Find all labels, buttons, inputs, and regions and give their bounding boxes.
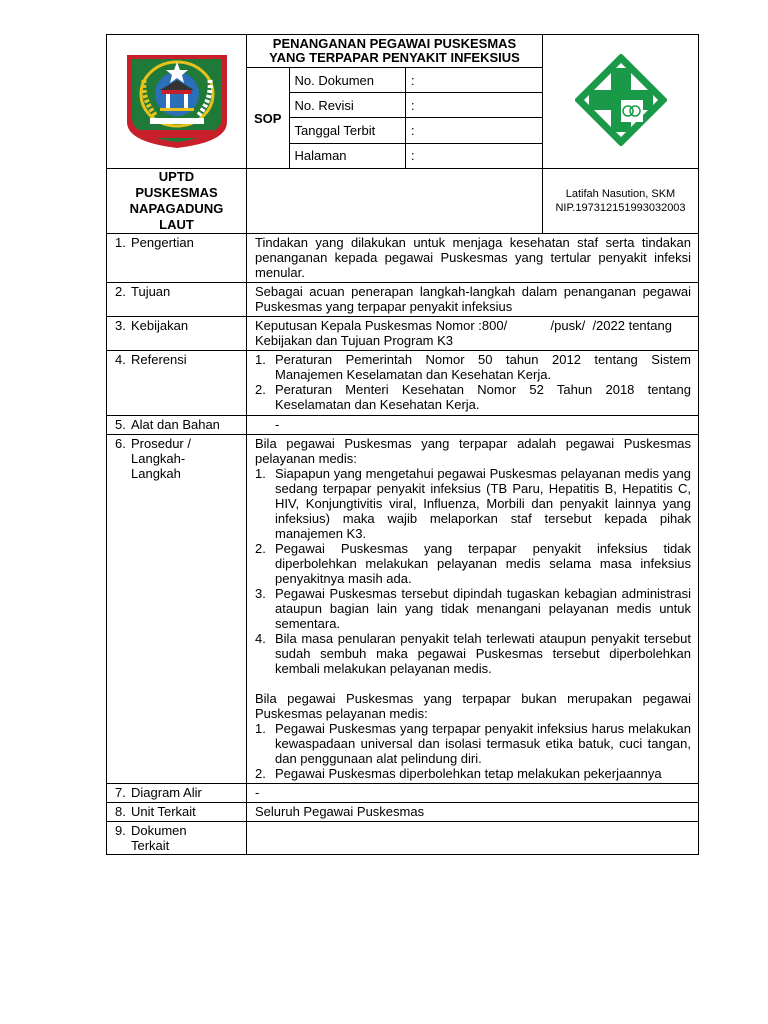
list-item: 4. Bila masa penularan penyakit telah terlewati ataupun penyakit tersebut sudah sembuh maka pegawai Puskesmas tersebut diperbolehkan kembali melakukan pelayanan medis. xyxy=(255,631,691,676)
section-label xyxy=(107,784,247,803)
meta-label: Tanggal Terbit xyxy=(290,118,406,143)
list-item: 3. Pegawai Puskesmas tersebut dipindah tugaskan kebagian administrasi ataupun bagian lain yang tidak menangani pelayanan medis untuk sementara. xyxy=(255,586,691,631)
list-item: 1. Pegawai Puskesmas yang terpapar penyakit infeksius harus melakukan kewaspadaan universal dan isolasi termasuk etika batuk, cuci tangan, dan penggunaan alat pelindung diri. xyxy=(255,721,691,766)
meta-row xyxy=(290,93,543,118)
section-number: 6. xyxy=(115,436,126,451)
org-line: PUSKESMAS xyxy=(135,185,218,200)
document-title xyxy=(247,35,542,68)
section-text: Keputusan Kepala Puskesmas Nomor :800/ /pusk/ /2022 tentang Kebijakan dan Tujuan Program K3 xyxy=(255,318,676,348)
section-number: 2. xyxy=(115,284,126,299)
section-row xyxy=(107,416,699,435)
section-title xyxy=(131,436,191,481)
section-title: Referensi xyxy=(131,352,187,367)
section-text: - xyxy=(255,785,260,800)
list-item: 2. Peraturan Menteri Kesehatan Nomor 52 Tahun 2018 tentang Keselamatan dan Kesehatan Kerja. xyxy=(255,382,691,412)
section-text: Sebagai acuan penerapan langkah-langkah dalam penanganan pegawai Puskesmas yang terpapar penyakit infeksius xyxy=(255,284,691,314)
org-name xyxy=(107,169,247,234)
list-item-text: Peraturan Pemerintah Nomor 50 tahun 2012 tentang Sistem Manajemen Keselamatan dan Kesehatan Kerja. xyxy=(275,352,691,382)
blank-cell xyxy=(247,169,543,234)
title-line-1: PENANGANAN PEGAWAI PUSKESMAS xyxy=(272,36,517,51)
section-label xyxy=(107,317,247,351)
section-number: 8. xyxy=(115,804,126,819)
section-title: Alat dan Bahan xyxy=(131,417,220,432)
list-item: 1. Peraturan Pemerintah Nomor 50 tahun 2012 tentang Sistem Manajemen Keselamatan dan Kesehatan Kerja. xyxy=(255,352,691,382)
section-label xyxy=(107,435,247,784)
list-item: 1. Siapapun yang mengetahui pegawai Puskesmas pelayanan medis yang sedang terpapar penyakit infeksius (TB Paru, Hepatitis B, Hepatitis C, HIV, Konjungtivitis viral, Influenza, Morbili dan penyakit lainnya yang infeksius) maka wajib melaporkan staf tersebut kepada pihak manajemen K3. xyxy=(255,466,691,541)
section-text: - xyxy=(275,417,280,432)
puskesmas-cross-logo-icon xyxy=(575,54,667,146)
section-number: 9. xyxy=(115,823,126,838)
title-meta-cell xyxy=(247,35,543,169)
sop-document xyxy=(106,34,698,855)
label-line: Dokumen xyxy=(131,823,187,838)
meta-row xyxy=(290,68,543,93)
section-label xyxy=(107,416,247,435)
meta-row xyxy=(290,143,543,168)
meta-row xyxy=(290,118,543,143)
list-item-text: Pegawai Puskesmas tersebut dipindah tugaskan kebagian administrasi ataupun bagian lain yang tidak menangani pelayanan medis untuk sementara. xyxy=(275,586,691,631)
label-line: Langkah xyxy=(131,466,181,481)
section-row xyxy=(107,784,699,803)
org-line: UPTD xyxy=(158,169,195,184)
section-title: Pengertian xyxy=(131,235,194,250)
reference-list xyxy=(255,352,691,412)
section-text: Seluruh Pegawai Puskesmas xyxy=(255,804,425,819)
meta-value: : xyxy=(406,118,543,143)
section-title: Diagram Alir xyxy=(131,785,202,800)
list-item-text: Pegawai Puskesmas yang terpapar penyakit infeksius tidak diperbolehkan melakukan pelayanan medis selama masa infeksius penyakitnya masih ada. xyxy=(275,541,691,586)
section-row xyxy=(107,351,699,416)
section-row xyxy=(107,822,699,855)
section-content xyxy=(247,803,699,822)
org-line: LAUT xyxy=(159,217,194,232)
section-content xyxy=(247,435,699,784)
list-item-text: Pegawai Puskesmas yang terpapar penyakit infeksius harus melakukan kewaspadaan universal dan isolasi termasuk etika batuk, cuci tangan, dan penggunaan alat pelindung diri. xyxy=(275,721,691,766)
section-text: Tindakan yang dilakukan untuk menjaga kesehatan staf serta tindakan penanganan kepada pegawai Puskesmas yang tertular penyakit infeksi menular. xyxy=(255,235,691,280)
section-content xyxy=(247,822,699,855)
list-item-text: Bila masa penularan penyakit telah terlewati ataupun penyakit tersebut sudah sembuh maka pegawai Puskesmas tersebut diperbolehkan kembali melakukan pelayanan medis. xyxy=(275,631,691,676)
list-item-text: Pegawai Puskesmas diperbolehkan tetap melakukan pekerjaannya xyxy=(275,766,662,781)
right-logo-cell xyxy=(543,35,699,169)
left-logo-cell xyxy=(107,35,247,169)
title-line-2: YANG TERPAPAR PENYAKIT INFEKSIUS xyxy=(269,50,520,65)
regency-emblem-icon xyxy=(122,50,232,150)
section-content xyxy=(247,234,699,283)
label-line: Langkah- xyxy=(131,451,186,466)
section-label xyxy=(107,822,247,855)
section-content xyxy=(247,784,699,803)
list-item: 2. Pegawai Puskesmas diperbolehkan tetap melakukan pekerjaannya xyxy=(255,766,662,781)
meta-label: No. Dokumen xyxy=(290,68,406,93)
section-title: Kebijakan xyxy=(131,318,189,333)
section-label xyxy=(107,283,247,317)
section-row xyxy=(107,317,699,351)
meta-table xyxy=(290,68,543,168)
list-item-text: Peraturan Menteri Kesehatan Nomor 52 Tahun 2018 tentang Keselamatan dan Kesehatan Kerja. xyxy=(275,382,691,412)
label-line: Prosedur / xyxy=(131,436,191,451)
section-label xyxy=(107,234,247,283)
section-number: 3. xyxy=(115,318,126,333)
signer-nip: NIP.197312151993032003 xyxy=(555,202,686,214)
procedure-list xyxy=(255,466,691,676)
meta-label: No. Revisi xyxy=(290,93,406,118)
section-label xyxy=(107,351,247,416)
procedure-list xyxy=(255,721,691,781)
section-title: Unit Terkait xyxy=(131,804,196,819)
meta-label: Halaman xyxy=(290,143,406,168)
section-row xyxy=(107,234,699,283)
list-item-text: Siapapun yang mengetahui pegawai Puskesmas pelayanan medis yang sedang terpapar penyakit infeksius (TB Paru, Hepatitis B, Hepatitis C, HIV, Konjungtivitis viral, Influenza, Morbili dan penyakit lainnya yang infeksius) maka wajib melaporkan staf tersebut kepada pihak manajemen K3. xyxy=(275,466,691,541)
section-content xyxy=(247,416,699,435)
meta-value: : xyxy=(406,93,543,118)
section-content xyxy=(247,283,699,317)
meta-value: : xyxy=(406,143,543,168)
org-line: NAPAGADUNG xyxy=(129,201,224,216)
signer-name: Latifah Nasution, SKM xyxy=(565,188,676,200)
section-row xyxy=(107,435,699,784)
section-number: 7. xyxy=(115,785,126,800)
section-row xyxy=(107,283,699,317)
section-number: 5. xyxy=(115,417,126,432)
label-line: Terkait xyxy=(131,838,170,853)
section-title: Tujuan xyxy=(131,284,171,299)
procedure-intro: Bila pegawai Puskesmas yang terpapar bukan merupakan pegawai Puskesmas pelayanan medis: xyxy=(255,691,691,721)
meta-value: : xyxy=(406,68,543,93)
sop-label: SOP xyxy=(247,68,289,168)
section-content xyxy=(247,351,699,416)
section-number: 4. xyxy=(115,352,126,367)
list-item: 2. Pegawai Puskesmas yang terpapar penyakit infeksius tidak diperbolehkan melakukan pelayanan medis selama masa infeksius penyakitnya masih ada. xyxy=(255,541,691,586)
section-row xyxy=(107,803,699,822)
section-title xyxy=(131,823,187,853)
section-number: 1. xyxy=(115,235,126,250)
section-content xyxy=(247,317,699,351)
procedure-intro: Bila pegawai Puskesmas yang terpapar adalah pegawai Puskesmas pelayanan medis: xyxy=(255,436,691,466)
signature-block xyxy=(543,169,699,234)
section-label xyxy=(107,803,247,822)
sop-table xyxy=(106,34,699,855)
